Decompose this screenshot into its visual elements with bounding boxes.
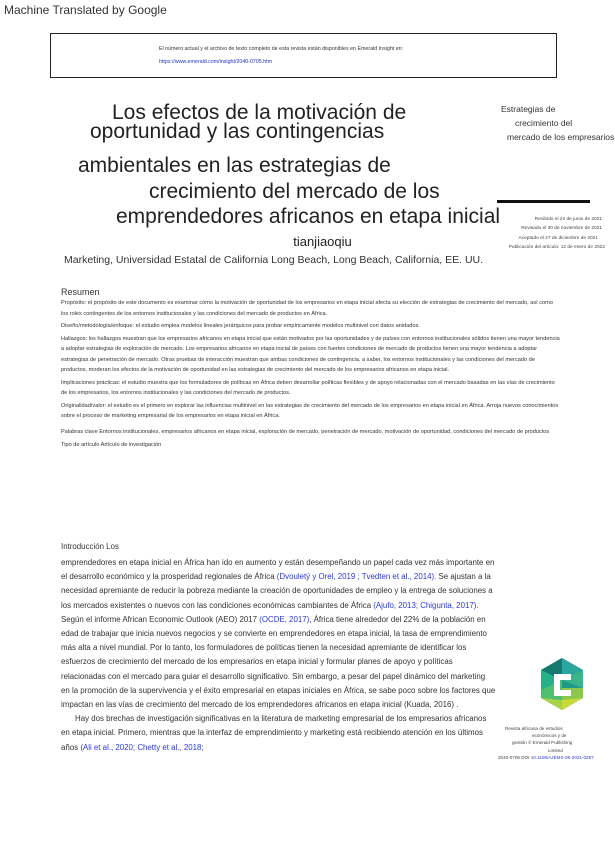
doi-link[interactable]: 10.1108/AJEMS-06-2021-0297 [530,754,594,760]
intro-text: emprendedores en etapa inicial en África han ido en aumento y están desempeñando un papel cada vez más importante en el desarrollo económico y la prosperidad regionales de África [61,558,495,582]
intro-paragraph-2 [61,712,496,755]
citation-link[interactable]: (Ajufo, 2013; Chigunta, 2017). [373,600,479,610]
journal-issn: 2040-0705 DOI [498,754,531,760]
running-title-line-2: crecimiento del [515,118,573,128]
journal-info [498,725,615,761]
publisher-logo-icon [541,658,583,712]
date-received: Recibido el 24 de junio de 2021 [534,217,602,222]
journal-name-line-1: Revista africana de estudios [505,726,563,731]
availability-notice-box [50,33,557,78]
availability-text: El número actual y el archivo de texto completo de esta revista están disponibles en Emerald Insight en: [159,46,404,52]
journal-doi-line [498,754,615,761]
date-accepted: Aceptado el 27 de diciembre de 2021 [518,236,598,241]
title-divider [497,200,590,203]
date-published: Publicación del artículo: 12 de enero de 2022 [508,245,605,250]
title-line-1: Los efectos de la motivación de [112,101,407,124]
abstract-findings: Hallazgos: los hallazgos muestran que los empresarios africanos en etapa inicial que están motivados por las oportunidades y de países con entornos institucionales sólidos tienen una mayor tendencia a adoptar estrategias de exploración de mercado. Los empresarios africanos en etapa inicial de países con fuertes condiciones de mercado de productos tienen una mayor tendencia a adoptar estrategias de penetración de mercado. Otras pruebas de interacción muestran que ambas condiciones de contingencia, a saber, los entornos institucionales y las condiciones del mercado de productos, moderan los efectos de la motivación de oportunidad en las estrategias de crecimiento del mercado de los empresarios africanos en etapa inicial. [61,335,560,373]
journal-name-line-4: Limited [548,747,563,753]
intro-text: Según el informe African Economic Outlook (AEO) 2017 [61,614,260,624]
citation-link[interactable]: (Ali et al., 2020; Chetty et al., 2018; [80,742,204,752]
abstract-heading: Resumen [61,287,100,297]
machine-translation-banner: Machine Translated by Google [4,3,167,17]
abstract-body [61,298,561,454]
intro-paragraph-1 [61,556,496,712]
intro-text: Hay dos brechas de investigación significativas en la literatura de marketing empresarial de los empresarios africanos en etapa inicial. Primero, mientras que la interfaz de emprendimiento y marketing está recibiendo atención en los últimos años [61,714,487,752]
abstract-originality: Originalidad/valor: el estudio es el primero en explorar las influencias multinivel en las estrategias de crecimiento del mercado de los empresarios en etapa inicial en África. Arroja nuevos conocimientos sobre el proceso de marketing empresarial de los empresarios en etapa inicial en África. [61,402,559,419]
title-line-3: ambientales en las estrategias de [78,154,391,177]
abstract-implications: Implicaciones prácticas: el estudio muestra que los formuladores de políticas en África deben desarrollar políticas flexibles y de apoyo relacionadas con el mercado basadas en las vías de crecimiento de los empresarios, los entornos institucionales y las condiciones del mercado de productos. [61,379,555,396]
journal-name-line-3: gestión © Emerald Publishing [512,740,573,746]
introduction-heading: Introducción Los [61,542,119,551]
running-title-line-3: mercado de los empresarios [507,132,615,142]
introduction-body [61,556,496,755]
title-line-5: emprendedores africanos en etapa inicial [116,205,501,228]
title-line-2: oportunidad y las contingencias [90,120,385,143]
abstract-keywords: Palabras clave Entornos institucionales, empresarios africanos en etapa inicial, exploración de mercado, penetración de mercado, motivación de oportunidad, condiciones del mercado de productos Tipo de artículo Artículo de investigación [61,428,550,448]
abstract-purpose: Propósito: el propósito de este documento es examinar cómo la motivación de oportunidad de los empresarios en etapa inicial afecta su elección de estrategias de crecimiento del mercado, así como los roles contingentes de los entornos institucionales y las condiciones del mercado de productos en África. [61,300,553,317]
title-line-4: crecimiento del mercado de los [149,180,440,203]
author-affiliation: Marketing, Universidad Estatal de California Long Beach, Long Beach, California, EE. UU. [64,254,484,266]
citation-link[interactable]: (Dvouletý y Orel, 2019 ; Tvedten et al., 2014). [276,572,437,582]
author-name: tianjiaoqiu [293,234,352,249]
intro-text: África tiene alrededor del 22% de la población en edad de trabajar que inicia nuevos negocios y se convierte en emprendedores en etapa inicial, la tasa de emprendimiento más alta a nivel mundial. Por lo tanto, los formuladores de políticas tienen la necesidad apremiante de identificar los esfuerzos de crecimiento del mercado de los empresarios en etapa inicial y formular planes de apoyo y políticas relacionadas con el mercado para guiar el desarrollo significativo. Sin embargo, a pesar del papel dinámico del marketing en la promoción de la supervivencia y el éxito empresarial en etapas iniciales en África, se sabe poco sobre los factores que impactan en las vías de crecimiento del mercado de los emprendedores africanos en etapa inicial (Kuada, 2016) . [61,614,496,710]
abstract-design: Diseño/metodología/enfoque: el estudio emplea modelos lineales jerárquicos para probar empíricamente modelos multinivel con datos anidados. [61,323,420,329]
intro-text: Se ajustan a la necesidad apremiante de reducir la pobreza mediante la creación de oportunidades de empleo y la entrega de soluciones a los mercados existentes o nuevos con las condiciones económicas cambiantes de África [61,572,493,610]
date-revised: Revisado el 30 de noviembre de 2021 [521,226,602,231]
journal-name-line-2: económicos y de [532,733,567,739]
running-title-line-1: Estrategias de [501,104,556,114]
citation-link[interactable]: (OCDE, 2017), [259,614,312,624]
journal-link[interactable]: https://www.emerald.com/insight/2040-0705.htm [159,59,273,65]
